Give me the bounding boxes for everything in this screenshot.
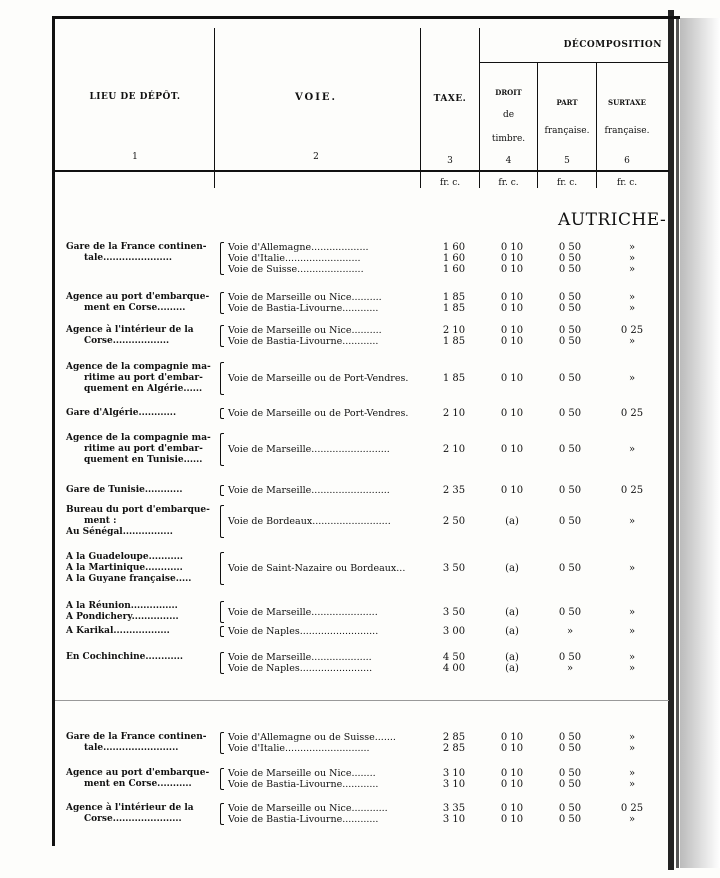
droit-value: 0 10 <box>500 264 524 275</box>
droit-value: 0 10 <box>500 768 524 779</box>
surtaxe-value: » <box>628 652 636 663</box>
row-brace <box>220 652 224 674</box>
taxe-value: 3 00 <box>442 626 466 637</box>
taxe-value: 3 50 <box>442 563 466 574</box>
taxe-value: 1 85 <box>442 292 466 303</box>
taxe-value: 1 85 <box>442 373 466 384</box>
voie-line: Voie de Naples........................ <box>228 663 373 674</box>
part-value: 0 50 <box>558 516 582 527</box>
surtaxe-value: » <box>628 814 636 825</box>
part-value: 0 50 <box>558 242 582 253</box>
voie-line: Voie de Marseille ou Nice............ <box>228 803 388 814</box>
voie-line: Voie de Bordeaux.......................... <box>228 516 391 527</box>
voie-line: Voie de Bastia-Livourne............ <box>228 814 379 825</box>
lieu-line: Gare de Tunisie............ <box>66 485 183 495</box>
part-value: 0 50 <box>558 325 582 336</box>
lieu-line: tale........................ <box>84 743 179 753</box>
droit-value: (a) <box>505 626 519 637</box>
lieu-line: Agence de la compagnie ma- <box>66 362 211 372</box>
table-left-border <box>52 16 55 846</box>
lieu-line: Agence au port d'embarque- <box>66 768 210 778</box>
voie-line: Voie de Marseille.......................... <box>228 444 390 455</box>
row-brace <box>220 505 224 538</box>
surtaxe-value: » <box>628 292 636 303</box>
part-value: 0 50 <box>558 743 582 754</box>
lieu-line: Gare de la France continen- <box>66 732 207 742</box>
part-value: 0 50 <box>558 606 582 618</box>
droit-value: 0 10 <box>500 485 524 496</box>
row-brace <box>220 732 224 754</box>
surtaxe-value: » <box>628 779 636 790</box>
row-brace <box>220 601 224 623</box>
droit-value: 0 10 <box>500 408 524 419</box>
lieu-line: Au Sénégal................ <box>66 527 173 537</box>
unit-part: fr. c. <box>556 178 578 188</box>
part-value: » <box>566 663 574 674</box>
surtaxe-value: » <box>628 242 636 253</box>
droit-value: 0 10 <box>500 732 524 743</box>
lieu-line: quement en Tunisie...... <box>84 455 203 465</box>
row-brace <box>220 325 224 347</box>
droit-value: (a) <box>505 652 519 663</box>
taxe-value: 2 10 <box>442 444 466 455</box>
taxe-value: 4 00 <box>442 663 466 674</box>
droit-value: (a) <box>505 663 519 674</box>
row-brace <box>220 292 224 314</box>
taxe-value: 3 10 <box>442 814 466 825</box>
row-brace <box>220 242 224 275</box>
lieu-line: Corse...................... <box>84 814 182 824</box>
decomposition-rule <box>479 62 669 63</box>
row-brace <box>220 803 224 825</box>
lieu-line: A la Guyane française..... <box>66 574 192 584</box>
voie-line: Voie d'Italie......................... <box>228 253 361 264</box>
lieu-line: tale...................... <box>84 253 173 263</box>
row-brace <box>220 552 224 585</box>
row-brace <box>220 433 224 466</box>
unit-surtaxe: fr. c. <box>616 178 638 188</box>
droit-value: 0 10 <box>500 253 524 264</box>
lieu-line: Agence à l'intérieur de la <box>66 325 194 335</box>
taxe-value: 1 60 <box>442 264 466 275</box>
header-part-1: PART <box>556 98 578 107</box>
lieu-line: A la Martinique............ <box>66 563 183 573</box>
droit-value: (a) <box>505 606 519 618</box>
header-voie: VOIE. <box>294 92 338 103</box>
lieu-line: Agence de la compagnie ma- <box>66 433 211 443</box>
lieu-line: A Pondichery............... <box>66 612 179 622</box>
surtaxe-value: » <box>628 663 636 674</box>
lieu-line: ritime au port d'embar- <box>84 444 203 454</box>
surtaxe-value: » <box>628 743 636 754</box>
surtaxe-value: 0 25 <box>620 485 644 496</box>
voie-line: Voie d'Italie............................ <box>228 743 370 754</box>
row-brace <box>220 408 224 419</box>
voie-line: Voie de Marseille ou de Port-Vendres. <box>228 373 409 384</box>
header-droit-2: de <box>502 110 515 120</box>
voie-line: Voie de Suisse...................... <box>228 264 364 275</box>
surtaxe-value: » <box>628 373 636 384</box>
lieu-line: Agence à l'intérieur de la <box>66 803 194 813</box>
surtaxe-value: 0 25 <box>620 803 644 814</box>
table-top-border <box>52 16 680 19</box>
voie-line: Voie de Marseille ou de Port-Vendres. <box>228 408 409 419</box>
unit-taxe: fr. c. <box>439 178 461 188</box>
taxe-value: 2 85 <box>442 743 466 754</box>
part-value: 0 50 <box>558 336 582 347</box>
voie-line: Voie de Marseille ou Nice........ <box>228 768 376 779</box>
surtaxe-value: » <box>628 732 636 743</box>
droit-value: 0 10 <box>500 373 524 384</box>
header-lieu: LIEU DE DÉPÔT. <box>89 92 181 102</box>
surtaxe-value: » <box>628 264 636 275</box>
droit-value: 0 10 <box>500 779 524 790</box>
part-value: 0 50 <box>558 563 582 574</box>
unit-droit: fr. c. <box>498 178 519 188</box>
surtaxe-value: » <box>628 606 636 618</box>
part-value: » <box>566 626 574 637</box>
droit-value: 0 10 <box>500 242 524 253</box>
voie-line: Voie d'Allemagne ou de Suisse....... <box>228 732 396 743</box>
voie-line: Voie de Marseille ou Nice.......... <box>228 325 382 336</box>
part-value: 0 50 <box>558 373 582 384</box>
taxe-value: 2 10 <box>442 408 466 419</box>
page-binding-edge <box>668 10 674 870</box>
lieu-line: Agence au port d'embarque- <box>66 292 210 302</box>
taxe-value: 1 85 <box>442 336 466 347</box>
voie-line: Voie de Naples.......................... <box>228 626 379 637</box>
page-binding-edge-inner <box>676 18 679 868</box>
lieu-line: A la Guadeloupe........... <box>66 552 184 562</box>
part-value: 0 50 <box>558 303 582 314</box>
col-number-2: 2 <box>313 152 319 162</box>
lieu-line: En Cochinchine............ <box>66 652 183 662</box>
surtaxe-value: » <box>628 563 636 574</box>
droit-value: 0 10 <box>500 303 524 314</box>
row-brace <box>220 626 224 637</box>
header-droit-1: DROIT <box>495 88 522 97</box>
surtaxe-value: » <box>628 516 636 527</box>
droit-value: 0 10 <box>500 743 524 754</box>
droit-value: 0 10 <box>500 444 524 455</box>
taxe-value: 1 85 <box>442 303 466 314</box>
lieu-line: Bureau du port d'embarque- <box>66 505 210 515</box>
part-value: 0 50 <box>558 292 582 303</box>
droit-value: 0 10 <box>500 325 524 336</box>
header-surtaxe-1: SURTAXE <box>608 98 646 107</box>
part-value: 0 50 <box>558 485 582 496</box>
taxe-value: 1 60 <box>442 242 466 253</box>
lieu-line: A Karikal.................. <box>66 626 170 636</box>
voie-line: Voie de Marseille...................... <box>228 606 378 618</box>
surtaxe-value: » <box>628 303 636 314</box>
surtaxe-value: » <box>628 336 636 347</box>
droit-value: (a) <box>505 516 519 527</box>
page-edge-shadow <box>680 18 720 868</box>
voie-line: Voie de Bastia-Livourne............ <box>228 779 379 790</box>
row-brace <box>220 362 224 395</box>
part-value: 0 50 <box>558 264 582 275</box>
part-value: 0 50 <box>558 444 582 455</box>
droit-value: (a) <box>505 563 519 574</box>
taxe-value: 3 10 <box>442 768 466 779</box>
lieu-line: ment : <box>84 516 117 526</box>
voie-line: Voie de Saint-Nazaire ou Bordeaux... <box>228 563 406 574</box>
taxe-value: 3 35 <box>442 803 466 814</box>
lieu-line: ment en Corse......... <box>84 303 186 313</box>
col-number-6: 6 <box>624 156 630 166</box>
part-value: 0 50 <box>558 803 582 814</box>
row-brace <box>220 768 224 790</box>
taxe-value: 2 50 <box>442 516 466 527</box>
part-value: 0 50 <box>558 814 582 825</box>
section-separator <box>55 700 669 701</box>
part-value: 0 50 <box>558 779 582 790</box>
taxe-value: 3 50 <box>442 606 466 618</box>
row-brace <box>220 485 224 496</box>
lieu-line: Gare d'Algérie............ <box>66 408 177 418</box>
col-number-3: 3 <box>447 156 453 166</box>
surtaxe-value: » <box>628 444 636 455</box>
header-decomposition: DÉCOMPOSITION <box>563 40 662 50</box>
droit-value: 0 10 <box>500 336 524 347</box>
surtaxe-value: » <box>628 768 636 779</box>
part-value: 0 50 <box>558 253 582 264</box>
voie-line: Voie de Marseille.......................... <box>228 485 390 496</box>
col-divider-1 <box>214 28 215 188</box>
voie-line: Voie d'Allemagne................... <box>228 242 369 253</box>
lieu-line: quement en Algérie...... <box>84 384 203 394</box>
part-value: 0 50 <box>558 408 582 419</box>
droit-value: 0 10 <box>500 803 524 814</box>
taxe-value: 2 85 <box>442 732 466 743</box>
taxe-value: 1 60 <box>442 253 466 264</box>
col-number-5: 5 <box>564 156 570 166</box>
taxe-value: 2 35 <box>442 485 466 496</box>
lieu-line: Gare de la France continen- <box>66 242 207 252</box>
col-number-1: 1 <box>132 152 138 162</box>
part-value: 0 50 <box>558 768 582 779</box>
header-part-2: française. <box>544 126 590 136</box>
surtaxe-value: 0 25 <box>620 325 644 336</box>
header-surtaxe-2: française. <box>604 126 650 136</box>
col-number-4: 4 <box>505 156 512 166</box>
voie-line: Voie de Marseille.................... <box>228 652 372 663</box>
surtaxe-value: 0 25 <box>620 408 644 419</box>
surtaxe-value: » <box>628 253 636 264</box>
lieu-line: A la Réunion............... <box>66 601 178 611</box>
droit-value: 0 10 <box>500 814 524 825</box>
lieu-line: Corse.................. <box>84 336 170 346</box>
droit-value: 0 10 <box>500 292 524 303</box>
lieu-line: ment en Corse........... <box>84 779 192 789</box>
section-title: AUTRICHE- <box>558 210 667 230</box>
part-value: 0 50 <box>558 732 582 743</box>
taxe-value: 2 10 <box>442 325 466 336</box>
voie-line: Voie de Marseille ou Nice.......... <box>228 292 382 303</box>
part-value: 0 50 <box>558 652 582 663</box>
taxe-value: 4 50 <box>442 652 466 663</box>
surtaxe-value: » <box>628 626 636 637</box>
header-droit-3: timbre. <box>491 134 526 144</box>
taxe-value: 3 10 <box>442 779 466 790</box>
header-taxe: TAXE. <box>433 94 467 104</box>
voie-line: Voie de Bastia-Livourne............ <box>228 303 379 314</box>
header-rule <box>55 170 669 172</box>
voie-line: Voie de Bastia-Livourne............ <box>228 336 379 347</box>
lieu-line: ritime au port d'embar- <box>84 373 203 383</box>
